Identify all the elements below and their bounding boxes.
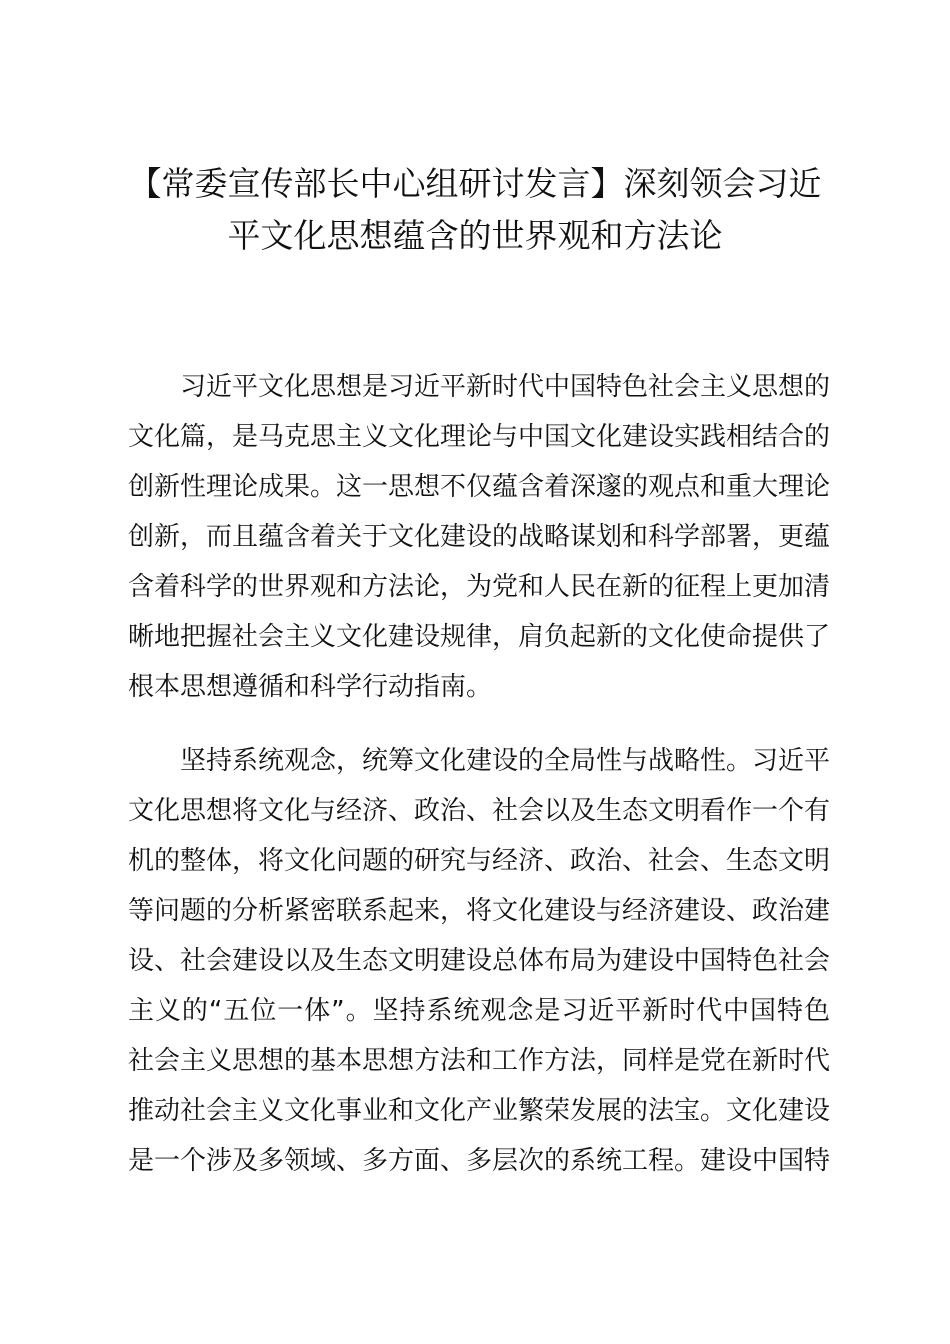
document-body bbox=[128, 362, 830, 1210]
paragraph-systems-view: 坚持系统观念，统筹文化建设的全局性与战略性。习近平文化思想将文化与经济、政治、社会以及生态文明看作一个有机的整体，将文化问题的研究与经济、政治、社会、生态文明等问题的分析紧密联系起来，将文化建设与经济建设、政治建设、社会建设以及生态文明建设总体布局为建设中国特色社会主义的“五位一体”。坚持系统观念是习近平新时代中国特色社会主义思想的基本思想方法和工作方法，同样是党在新时代推动社会主义文化事业和文化产业繁荣发展的法宝。文化建设是一个涉及多领域、多方面、多层次的系统工程。建设中国特 bbox=[128, 746, 831, 1176]
paragraph-intro: 习近平文化思想是习近平新时代中国特色社会主义思想的文化篇，是马克思主义文化理论与中国文化建设实践相结合的创新性理论成果。这一思想不仅蕴含着深邃的观点和重大理论创新，而且蕴含着关于文化建设的战略谋划和科学部署，更蕴含着科学的世界观和方法论，为党和人民在新的征程上更加清晰地把握社会主义文化建设规律，肩负起新的文化使命提供了根本思想遵循和科学行动指南。 bbox=[128, 372, 831, 702]
document-title: 【常委宣传部长中心组研讨发言】深刻领会习近平文化思想蕴含的世界观和方法论 bbox=[128, 164, 822, 255]
